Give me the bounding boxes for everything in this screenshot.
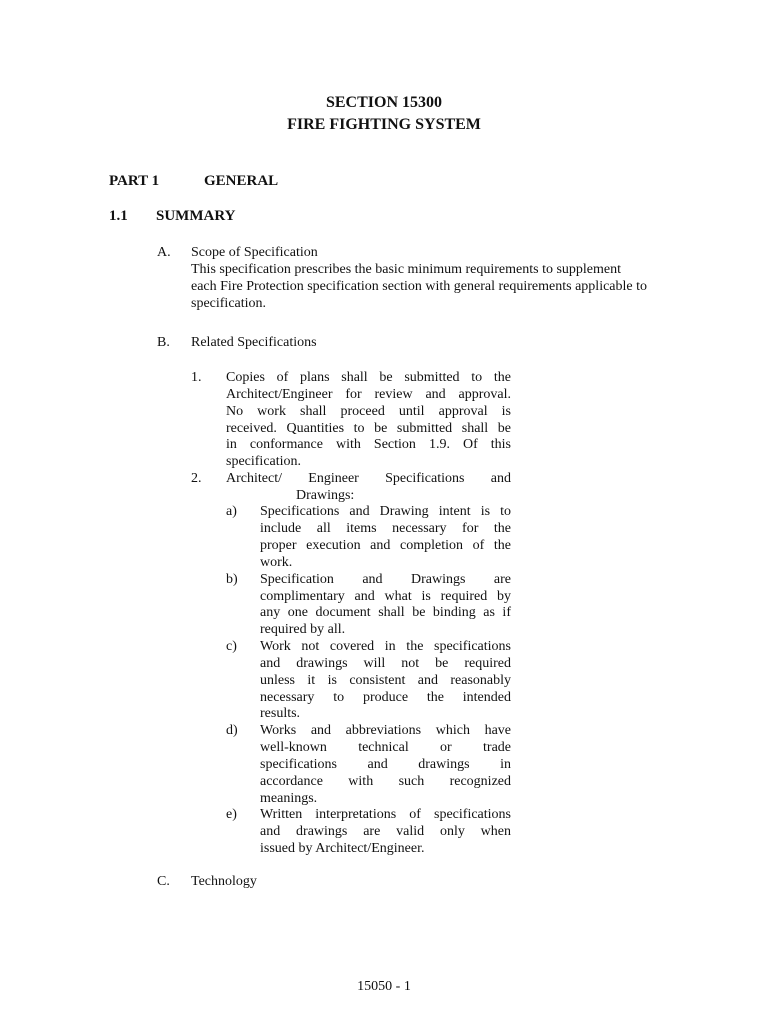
part-number: PART 1 bbox=[109, 173, 160, 189]
point-c-line: Work not covered in the specifications bbox=[260, 639, 511, 654]
point-a-line: include all items necessary for the bbox=[260, 521, 511, 536]
sub-1-line: No work shall proceed until approval is bbox=[226, 404, 511, 419]
item-c-marker: C. bbox=[157, 874, 170, 889]
item-a-marker: A. bbox=[157, 245, 171, 260]
point-b-line: Specification and Drawings are bbox=[260, 572, 511, 587]
point-e-marker: e) bbox=[226, 807, 237, 822]
sub-2-marker: 2. bbox=[191, 471, 202, 486]
point-c-line: results. bbox=[260, 706, 301, 721]
section-title: FIRE FIGHTING SYSTEM bbox=[287, 116, 481, 133]
point-d-line: specifications and drawings in bbox=[260, 757, 511, 772]
point-e-line: Written interpretations of specifications bbox=[260, 807, 511, 822]
point-e-line: issued by Architect/Engineer. bbox=[260, 841, 425, 856]
sub-1-line: Architect/Engineer for review and approval. bbox=[226, 387, 511, 402]
sub-1-line: specification. bbox=[226, 454, 302, 469]
point-b-marker: b) bbox=[226, 572, 238, 587]
sub-1-line: Copies of plans shall be submitted to the bbox=[226, 370, 511, 385]
item-a-line: specification. bbox=[191, 296, 267, 311]
point-c-line: and drawings will not be required bbox=[260, 656, 511, 671]
point-a-line: Specifications and Drawing intent is to bbox=[260, 504, 511, 519]
point-d-line: Works and abbreviations which have bbox=[260, 723, 511, 738]
point-d-line: meanings. bbox=[260, 791, 318, 806]
point-d-line: accordance with such recognized bbox=[260, 774, 511, 789]
item-a-heading: Scope of Specification bbox=[191, 245, 318, 260]
point-a-line: proper execution and completion of the bbox=[260, 538, 511, 553]
sub-1-marker: 1. bbox=[191, 370, 202, 385]
point-a-marker: a) bbox=[226, 504, 237, 519]
subsection-name: SUMMARY bbox=[156, 208, 236, 224]
point-b-line: any one document shall be binding as if bbox=[260, 605, 511, 620]
item-b-heading: Related Specifications bbox=[191, 335, 317, 350]
sub-2-line: Drawings: bbox=[296, 488, 355, 503]
point-b-line: complimentary and what is required by bbox=[260, 589, 511, 604]
item-a-line: This specification prescribes the basic minimum requirements to supplement bbox=[191, 262, 622, 277]
point-a-line: work. bbox=[260, 555, 293, 570]
point-c-line: necessary to produce the intended bbox=[260, 690, 511, 705]
point-b-line: required by all. bbox=[260, 622, 346, 637]
point-d-line: well-known technical or trade bbox=[260, 740, 511, 755]
subsection-number: 1.1 bbox=[109, 208, 128, 224]
item-a-line: each Fire Protection specification section with general requirements applicable to bbox=[191, 279, 647, 294]
point-c-marker: c) bbox=[226, 639, 237, 654]
point-d-marker: d) bbox=[226, 723, 238, 738]
point-c-line: unless it is consistent and reasonably bbox=[260, 673, 511, 688]
sub-1-line: received. Quantities to be submitted shall be bbox=[226, 421, 511, 436]
section-number: SECTION 15300 bbox=[325, 94, 443, 111]
page-number: 15050 - 1 bbox=[357, 979, 411, 994]
item-c-heading: Technology bbox=[191, 874, 257, 889]
point-e-line: and drawings are valid only when bbox=[260, 824, 511, 839]
sub-2-line: Architect/ Engineer Specifications and bbox=[226, 471, 511, 486]
item-b-marker: B. bbox=[157, 335, 170, 350]
part-name: GENERAL bbox=[204, 173, 279, 189]
sub-1-line: in conformance with Section 1.9. Of this bbox=[226, 437, 511, 452]
